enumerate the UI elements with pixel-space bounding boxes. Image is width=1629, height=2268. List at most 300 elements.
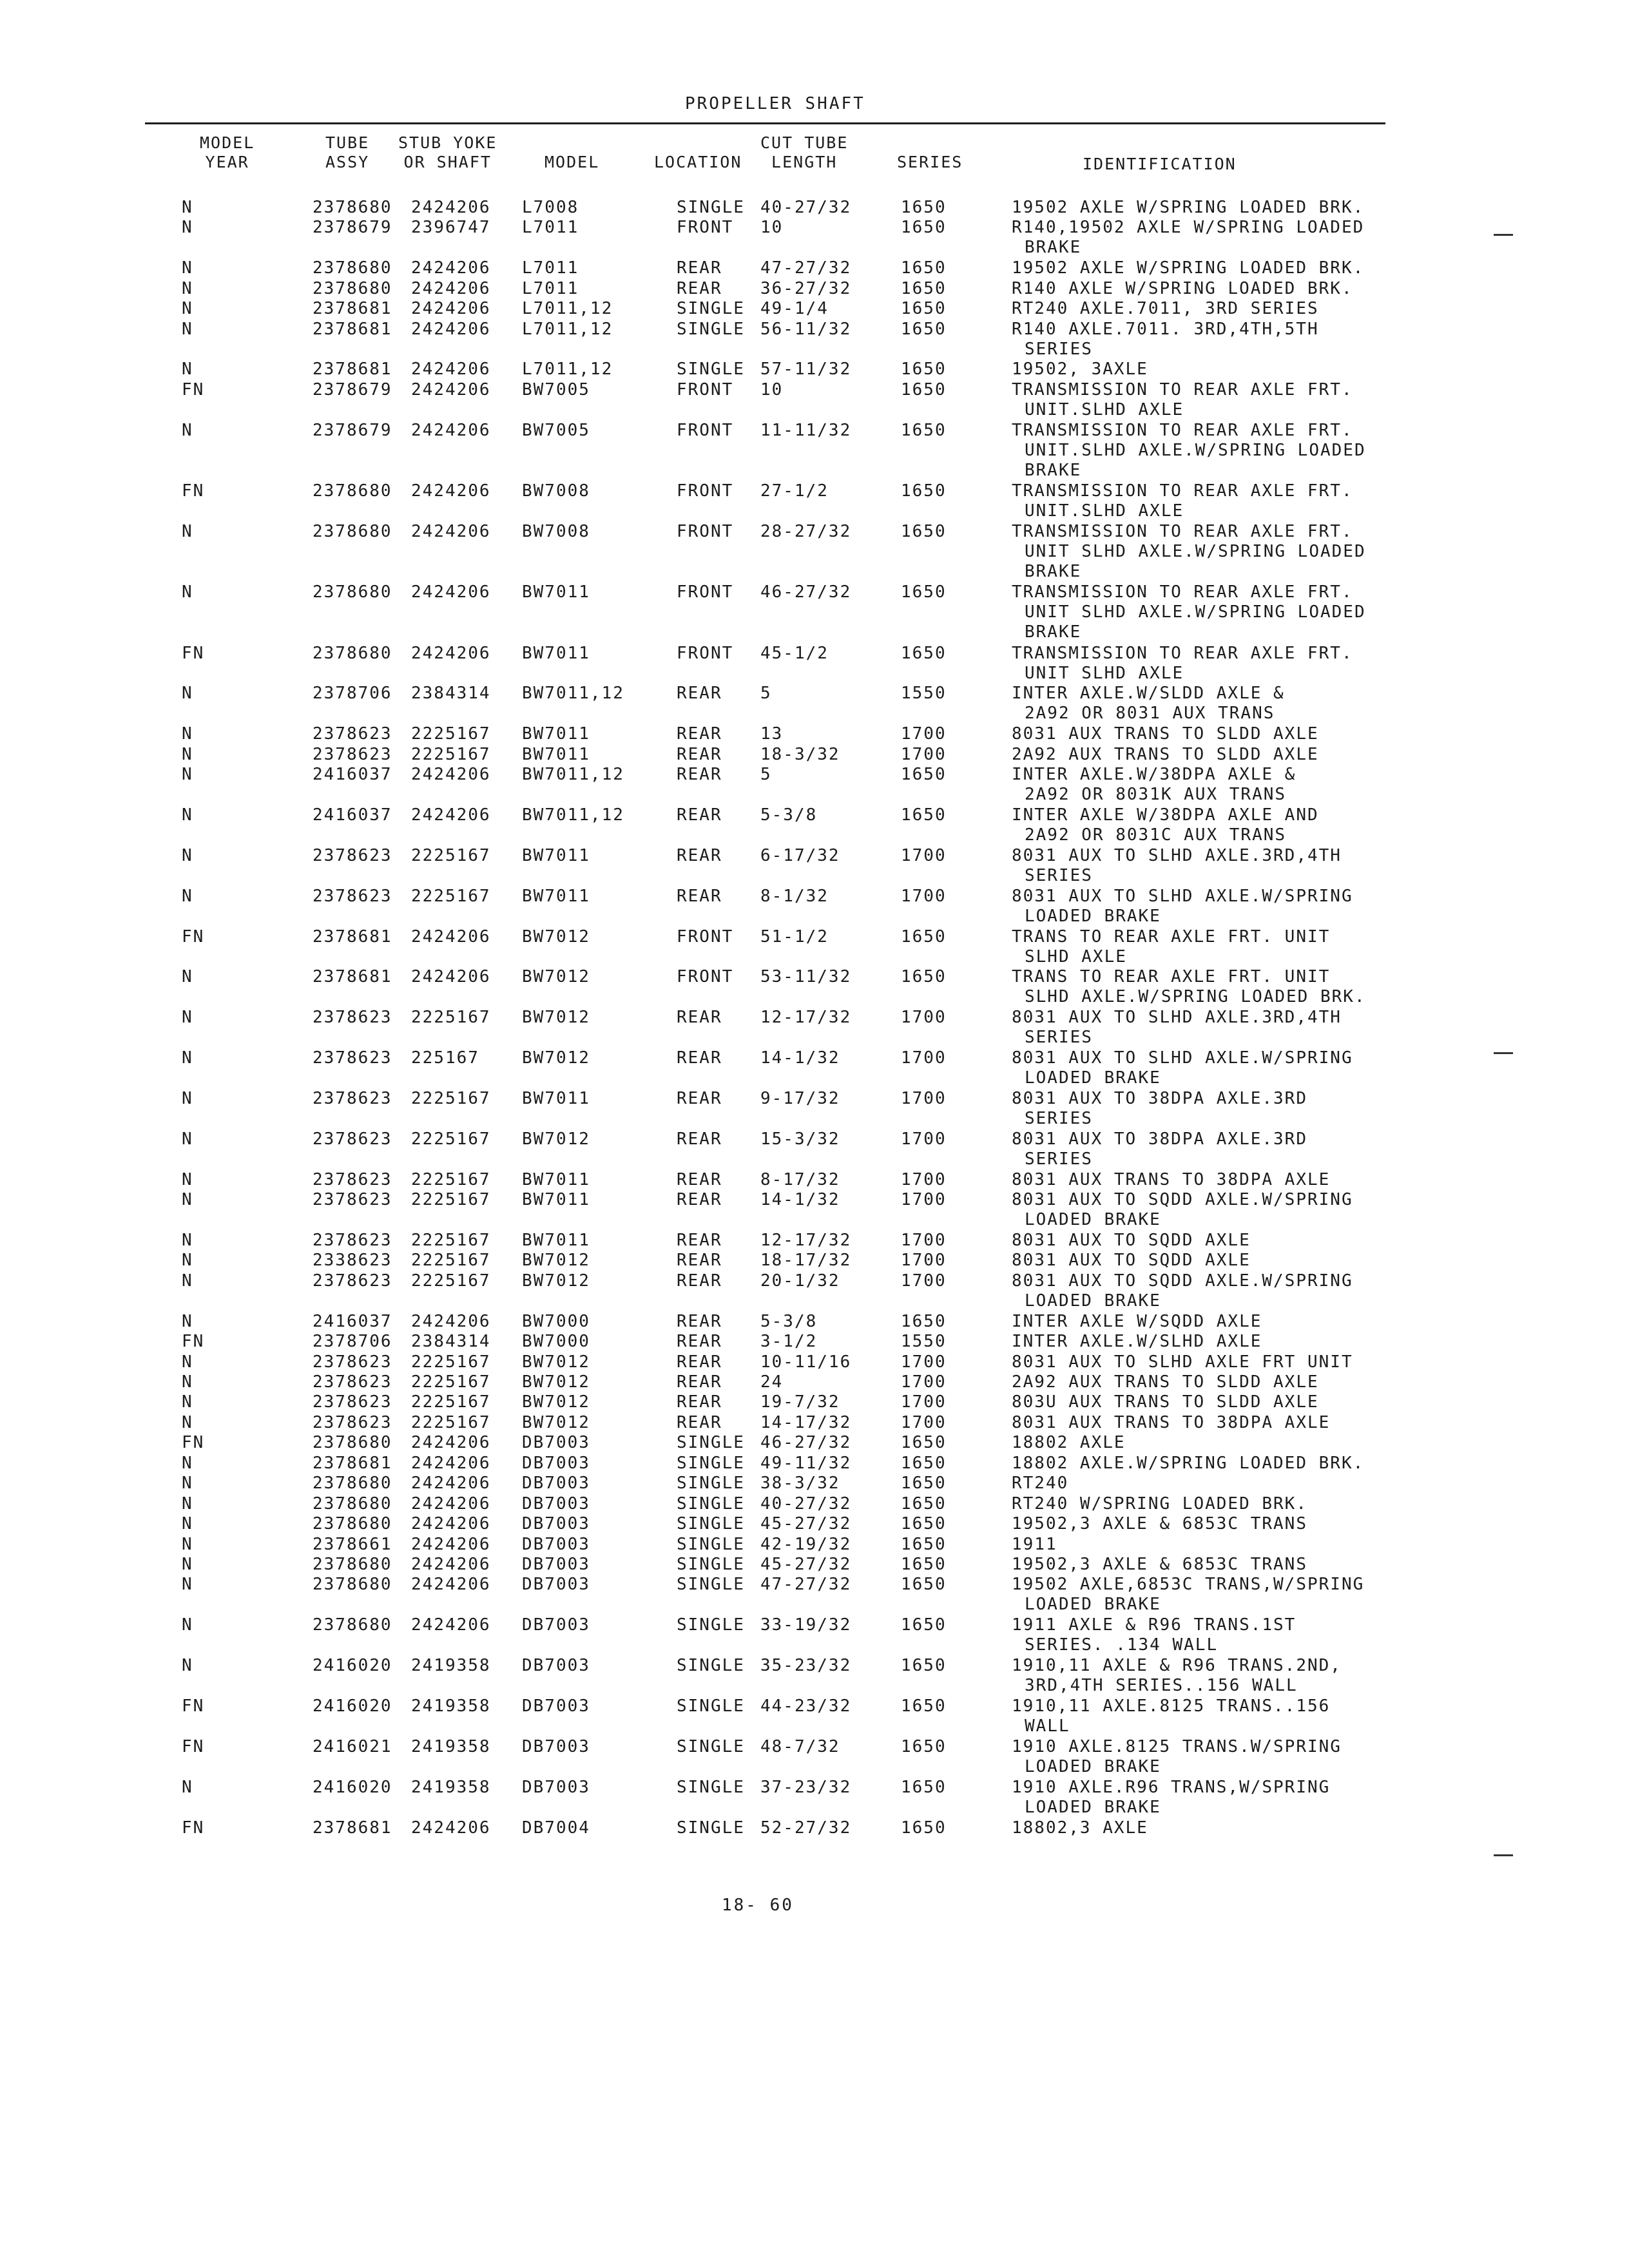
identification-line: TRANSMISSION TO REAR AXLE FRT. bbox=[1012, 521, 1353, 541]
cell-series: 1700 bbox=[901, 1129, 947, 1149]
cell-year: N bbox=[182, 218, 193, 238]
cell-len: 9-17/32 bbox=[760, 1089, 840, 1108]
cell-series: 1650 bbox=[901, 1575, 947, 1595]
cell-model: L7011,12 bbox=[522, 360, 613, 380]
identification-line: SERIES bbox=[1025, 339, 1093, 359]
cell-stub: 225167 bbox=[411, 1048, 479, 1068]
cell-tube: 2378680 bbox=[313, 198, 392, 217]
cell-tube: 2378623 bbox=[313, 1372, 392, 1392]
cell-year: N bbox=[182, 1534, 193, 1554]
cell-stub: 2424206 bbox=[411, 1575, 491, 1595]
col-header-location: LOCATION bbox=[654, 153, 742, 171]
margin-mark bbox=[1494, 1052, 1513, 1054]
cell-series: 1650 bbox=[901, 1474, 947, 1494]
cell-model: BW7008 bbox=[522, 521, 590, 541]
cell-tube: 2378680 bbox=[313, 258, 392, 278]
cell-model: BW7012 bbox=[522, 1008, 590, 1028]
cell-len: 13 bbox=[760, 724, 784, 744]
cell-series: 1650 bbox=[901, 805, 947, 825]
cell-model: BW7012 bbox=[522, 1372, 590, 1392]
cell-model: DB7003 bbox=[522, 1696, 590, 1716]
cell-stub: 2384314 bbox=[411, 1332, 491, 1352]
cell-series: 1650 bbox=[901, 198, 947, 217]
cell-len: 27-1/2 bbox=[760, 481, 829, 501]
cell-tube: 2338623 bbox=[313, 1251, 392, 1271]
cell-len: 19-7/32 bbox=[760, 1392, 840, 1412]
cell-series: 1700 bbox=[901, 1392, 947, 1412]
identification-line: 8031 AUX TRANS TO SLDD AXLE bbox=[1012, 724, 1319, 744]
cell-stub: 2424206 bbox=[411, 258, 491, 278]
cell-series: 1550 bbox=[901, 684, 947, 704]
cell-year: N bbox=[182, 765, 193, 785]
cell-series: 1700 bbox=[901, 1372, 947, 1392]
cell-identification bbox=[1012, 1190, 1353, 1230]
cell-model: BW7011 bbox=[522, 582, 590, 602]
cell-len: 48-7/32 bbox=[760, 1736, 840, 1756]
identification-line: 803U AUX TRANS TO SLDD AXLE bbox=[1012, 1392, 1319, 1412]
identification-line: INTER AXLE.W/38DPA AXLE & bbox=[1012, 765, 1296, 785]
cell-identification bbox=[1012, 1514, 1307, 1534]
identification-line: 19502 AXLE W/SPRING LOADED BRK. bbox=[1012, 258, 1365, 278]
cell-series: 1700 bbox=[901, 1190, 947, 1210]
cell-series: 1700 bbox=[901, 1271, 947, 1291]
identification-line: 2A92 OR 8031K AUX TRANS bbox=[1025, 785, 1287, 805]
cell-len: 40-27/32 bbox=[760, 1494, 852, 1514]
cell-identification bbox=[1012, 765, 1296, 805]
cell-stub: 2225167 bbox=[411, 1190, 491, 1210]
cell-loc: REAR bbox=[677, 684, 722, 704]
cell-series: 1650 bbox=[901, 1656, 947, 1676]
cell-tube: 2378680 bbox=[313, 278, 392, 298]
cell-len: 18-17/32 bbox=[760, 1251, 852, 1271]
cell-year: N bbox=[182, 886, 193, 906]
cell-tube: 2378680 bbox=[313, 1494, 392, 1514]
cell-tube: 2378680 bbox=[313, 1474, 392, 1494]
cell-model: BW7008 bbox=[522, 481, 590, 501]
cell-series: 1650 bbox=[901, 218, 947, 238]
cell-model: DB7003 bbox=[522, 1494, 590, 1514]
cell-year: N bbox=[182, 278, 193, 298]
cell-len: 8-17/32 bbox=[760, 1169, 840, 1189]
identification-line: LOADED BRAKE bbox=[1025, 1595, 1161, 1615]
cell-stub: 2419358 bbox=[411, 1736, 491, 1756]
cell-loc: REAR bbox=[677, 1311, 722, 1331]
cell-stub: 2424206 bbox=[411, 420, 491, 440]
cell-loc: REAR bbox=[677, 1129, 722, 1149]
cell-series: 1650 bbox=[901, 299, 947, 319]
identification-line: RT240 bbox=[1012, 1474, 1069, 1494]
identification-line: LOADED BRAKE bbox=[1025, 1797, 1161, 1817]
cell-loc: REAR bbox=[677, 1412, 722, 1432]
cell-stub: 2424206 bbox=[411, 481, 491, 501]
identification-line: BRAKE bbox=[1025, 561, 1082, 581]
cell-tube: 2378661 bbox=[313, 1534, 392, 1554]
cell-series: 1650 bbox=[901, 1494, 947, 1514]
identification-line: BRAKE bbox=[1025, 622, 1082, 642]
cell-stub: 2424206 bbox=[411, 360, 491, 380]
col-header-model-year: MODEL YEAR bbox=[200, 133, 255, 171]
cell-tube: 2378623 bbox=[313, 1048, 392, 1068]
identification-line: 18802 AXLE bbox=[1012, 1433, 1126, 1453]
cell-len: 51-1/2 bbox=[760, 927, 829, 947]
cell-loc: REAR bbox=[677, 1251, 722, 1271]
cell-identification bbox=[1012, 1696, 1330, 1736]
cell-len: 35-23/32 bbox=[760, 1656, 852, 1676]
cell-series: 1700 bbox=[901, 1048, 947, 1068]
cell-year: N bbox=[182, 1777, 193, 1797]
cell-len: 46-27/32 bbox=[760, 1433, 852, 1453]
cell-stub: 2424206 bbox=[411, 1534, 491, 1554]
cell-stub: 2424206 bbox=[411, 805, 491, 825]
cell-identification bbox=[1012, 258, 1364, 278]
cell-tube: 2378679 bbox=[313, 380, 392, 399]
cell-stub: 2384314 bbox=[411, 684, 491, 704]
cell-len: 56-11/32 bbox=[760, 319, 852, 339]
cell-loc: SINGLE bbox=[677, 1453, 745, 1473]
identification-line: UNIT.SLHD AXLE.W/SPRING LOADED bbox=[1025, 440, 1366, 460]
cell-model: BW7012 bbox=[522, 1129, 590, 1149]
cell-identification bbox=[1012, 1129, 1307, 1169]
cell-identification bbox=[1012, 1575, 1364, 1615]
cell-identification bbox=[1012, 724, 1319, 744]
cell-series: 1700 bbox=[901, 1412, 947, 1432]
cell-len: 52-27/32 bbox=[760, 1818, 852, 1838]
cell-len: 5-3/8 bbox=[760, 805, 818, 825]
cell-model: BW7011 bbox=[522, 1190, 590, 1210]
cell-stub: 2396747 bbox=[411, 218, 491, 238]
identification-line: TRANSMISSION TO REAR AXLE FRT. bbox=[1012, 481, 1353, 501]
cell-stub: 2424206 bbox=[411, 299, 491, 319]
identification-line: UNIT SLHD AXLE bbox=[1025, 663, 1184, 683]
cell-series: 1650 bbox=[901, 1615, 947, 1635]
identification-line: 8031 AUX TRANS TO 38DPA AXLE bbox=[1012, 1412, 1331, 1432]
cell-identification bbox=[1012, 198, 1364, 218]
cell-stub: 2424206 bbox=[411, 582, 491, 602]
header-rule bbox=[145, 122, 1385, 124]
cell-model: BW7011 bbox=[522, 643, 590, 663]
cell-year: N bbox=[182, 420, 193, 440]
cell-stub: 2424206 bbox=[411, 198, 491, 217]
cell-tube: 2378623 bbox=[313, 724, 392, 744]
cell-year: N bbox=[182, 1352, 193, 1372]
identification-line: TRANSMISSION TO REAR AXLE FRT. bbox=[1012, 582, 1353, 602]
cell-series: 1650 bbox=[901, 765, 947, 785]
cell-year: N bbox=[182, 1372, 193, 1392]
cell-loc: SINGLE bbox=[677, 1615, 745, 1635]
cell-len: 47-27/32 bbox=[760, 258, 852, 278]
cell-series: 1650 bbox=[901, 1554, 947, 1574]
cell-stub: 2225167 bbox=[411, 1372, 491, 1392]
cell-year: N bbox=[182, 1514, 193, 1534]
cell-identification bbox=[1012, 846, 1342, 886]
cell-model: BW7012 bbox=[522, 1251, 590, 1271]
identification-line: R140 AXLE W/SPRING LOADED BRK. bbox=[1012, 278, 1353, 298]
identification-line: SLHD AXLE.W/SPRING LOADED BRK. bbox=[1025, 987, 1366, 1007]
cell-identification bbox=[1012, 320, 1319, 360]
cell-identification bbox=[1012, 1494, 1307, 1514]
identification-line: 19502 AXLE,6853C TRANS,W/SPRING bbox=[1012, 1575, 1365, 1595]
col-header-stub-yoke: STUB YOKE OR SHAFT bbox=[398, 133, 497, 171]
cell-identification bbox=[1012, 805, 1319, 845]
cell-loc: REAR bbox=[677, 1231, 722, 1251]
cell-len: 45-1/2 bbox=[760, 643, 829, 663]
cell-model: BW7011 bbox=[522, 744, 590, 764]
cell-len: 40-27/32 bbox=[760, 198, 852, 217]
identification-line: 1910,11 AXLE & R96 TRANS.2ND, bbox=[1012, 1656, 1342, 1676]
cell-tube: 2378681 bbox=[313, 319, 392, 339]
cell-model: BW7011 bbox=[522, 1231, 590, 1251]
cell-identification bbox=[1012, 1656, 1342, 1696]
cell-tube: 2378623 bbox=[313, 1231, 392, 1251]
cell-identification bbox=[1012, 299, 1319, 319]
cell-model: BW7005 bbox=[522, 380, 590, 399]
cell-tube: 2378680 bbox=[313, 1514, 392, 1534]
cell-loc: REAR bbox=[677, 1190, 722, 1210]
cell-tube: 2378623 bbox=[313, 1008, 392, 1028]
cell-identification bbox=[1012, 1231, 1251, 1251]
col-header-model: MODEL bbox=[545, 153, 600, 171]
cell-series: 1650 bbox=[901, 481, 947, 501]
cell-stub: 2424206 bbox=[411, 1474, 491, 1494]
cell-series: 1650 bbox=[901, 521, 947, 541]
cell-year: FN bbox=[182, 1332, 205, 1352]
identification-line: 1910 AXLE.R96 TRANS,W/SPRING bbox=[1012, 1777, 1331, 1797]
cell-model: BW7011 bbox=[522, 1089, 590, 1108]
cell-loc: REAR bbox=[677, 1089, 722, 1108]
identification-line: 8031 AUX TRANS TO 38DPA AXLE bbox=[1012, 1169, 1331, 1189]
cell-identification bbox=[1012, 644, 1353, 684]
cell-identification bbox=[1012, 421, 1366, 481]
cell-year: N bbox=[182, 1089, 193, 1108]
cell-loc: REAR bbox=[677, 1271, 722, 1291]
cell-year: N bbox=[182, 1554, 193, 1574]
identification-line: 1910 AXLE.8125 TRANS.W/SPRING bbox=[1012, 1736, 1342, 1756]
identification-line: SERIES bbox=[1025, 865, 1093, 885]
identification-line: INTER AXLE W/SQDD AXLE bbox=[1012, 1311, 1262, 1331]
cell-tube: 2416020 bbox=[313, 1777, 392, 1797]
cell-series: 1650 bbox=[901, 1777, 947, 1797]
cell-loc: REAR bbox=[677, 805, 722, 825]
cell-identification bbox=[1012, 1312, 1262, 1332]
cell-series: 1650 bbox=[901, 1514, 947, 1534]
identification-line: LOADED BRAKE bbox=[1025, 1210, 1161, 1230]
cell-model: BW7011,12 bbox=[522, 765, 624, 785]
cell-tube: 2378679 bbox=[313, 420, 392, 440]
cell-year: N bbox=[182, 845, 193, 865]
cell-len: 5-3/8 bbox=[760, 1311, 818, 1331]
cell-tube: 2378680 bbox=[313, 1575, 392, 1595]
cell-series: 1650 bbox=[901, 278, 947, 298]
identification-line: 8031 AUX TO SLHD AXLE.3RD,4TH bbox=[1012, 1008, 1342, 1028]
cell-identification bbox=[1012, 360, 1148, 380]
identification-line: 8031 AUX TO 38DPA AXLE.3RD bbox=[1012, 1129, 1307, 1149]
cell-series: 1650 bbox=[901, 1696, 947, 1716]
cell-model: BW7011,12 bbox=[522, 684, 624, 704]
identification-line: INTER AXLE W/38DPA AXLE AND bbox=[1012, 805, 1319, 825]
cell-tube: 2378623 bbox=[313, 1352, 392, 1372]
cell-stub: 2424206 bbox=[411, 1433, 491, 1453]
cell-series: 1650 bbox=[901, 1736, 947, 1756]
cell-tube: 2378706 bbox=[313, 1332, 392, 1352]
cell-loc: REAR bbox=[677, 765, 722, 785]
identification-line: 8031 AUX TO SLHD AXLE.3RD,4TH bbox=[1012, 845, 1342, 865]
identification-line: 18802,3 AXLE bbox=[1012, 1818, 1148, 1838]
cell-loc: FRONT bbox=[677, 927, 734, 947]
cell-model: L7008 bbox=[522, 198, 579, 217]
cell-year: FN bbox=[182, 927, 205, 947]
cell-tube: 2378623 bbox=[313, 1412, 392, 1432]
cell-model: BW7012 bbox=[522, 1271, 590, 1291]
cell-tube: 2378623 bbox=[313, 1169, 392, 1189]
cell-identification bbox=[1012, 481, 1353, 521]
cell-model: BW7012 bbox=[522, 1048, 590, 1068]
cell-tube: 2378623 bbox=[313, 886, 392, 906]
cell-loc: REAR bbox=[677, 1008, 722, 1028]
cell-tube: 2378681 bbox=[313, 1453, 392, 1473]
cell-stub: 2225167 bbox=[411, 886, 491, 906]
identification-line: R140 AXLE.7011. 3RD,4TH,5TH bbox=[1012, 319, 1319, 339]
cell-model: BW7011 bbox=[522, 724, 590, 744]
cell-tube: 2378623 bbox=[313, 845, 392, 865]
cell-series: 1650 bbox=[901, 319, 947, 339]
cell-stub: 2225167 bbox=[411, 1129, 491, 1149]
identification-line: 8031 AUX TO SQDD AXLE bbox=[1012, 1231, 1251, 1251]
cell-year: N bbox=[182, 1412, 193, 1432]
identification-line: 8031 AUX TO SQDD AXLE.W/SPRING bbox=[1012, 1271, 1353, 1291]
cell-identification bbox=[1012, 1413, 1330, 1433]
identification-line: TRANSMISSION TO REAR AXLE FRT. bbox=[1012, 643, 1353, 663]
identification-line: SLHD AXLE bbox=[1025, 947, 1127, 966]
cell-len: 12-17/32 bbox=[760, 1008, 852, 1028]
cell-model: DB7003 bbox=[522, 1615, 590, 1635]
cell-tube: 2416037 bbox=[313, 765, 392, 785]
cell-model: L7011 bbox=[522, 278, 579, 298]
cell-stub: 2424206 bbox=[411, 765, 491, 785]
cell-len: 53-11/32 bbox=[760, 967, 852, 987]
cell-stub: 2225167 bbox=[411, 1412, 491, 1432]
cell-len: 12-17/32 bbox=[760, 1231, 852, 1251]
cell-identification bbox=[1012, 1251, 1251, 1271]
cell-stub: 2424206 bbox=[411, 1514, 491, 1534]
cell-year: N bbox=[182, 1392, 193, 1412]
cell-identification bbox=[1012, 279, 1353, 299]
cell-series: 1650 bbox=[901, 420, 947, 440]
cell-identification bbox=[1012, 522, 1366, 582]
cell-stub: 2419358 bbox=[411, 1656, 491, 1676]
identification-line: TRANSMISSION TO REAR AXLE FRT. bbox=[1012, 380, 1353, 399]
cell-loc: REAR bbox=[677, 1392, 722, 1412]
identification-line: BRAKE bbox=[1025, 238, 1082, 258]
identification-line: 8031 AUX TO SLHD AXLE.W/SPRING bbox=[1012, 886, 1353, 906]
cell-year: FN bbox=[182, 1696, 205, 1716]
cell-series: 1700 bbox=[901, 845, 947, 865]
cell-year: N bbox=[182, 1474, 193, 1494]
cell-stub: 2225167 bbox=[411, 1231, 491, 1251]
identification-line: 1911 bbox=[1012, 1534, 1057, 1554]
cell-loc: REAR bbox=[677, 278, 722, 298]
cell-stub: 2225167 bbox=[411, 1352, 491, 1372]
cell-tube: 2378623 bbox=[313, 1271, 392, 1291]
cell-model: DB7003 bbox=[522, 1777, 590, 1797]
cell-year: N bbox=[182, 744, 193, 764]
cell-series: 1650 bbox=[901, 1453, 947, 1473]
cell-len: 24 bbox=[760, 1372, 784, 1392]
cell-model: DB7003 bbox=[522, 1736, 590, 1756]
cell-model: L7011 bbox=[522, 218, 579, 238]
cell-loc: SINGLE bbox=[677, 1474, 745, 1494]
cell-year: N bbox=[182, 1231, 193, 1251]
cell-tube: 2416037 bbox=[313, 805, 392, 825]
cell-stub: 2225167 bbox=[411, 1271, 491, 1291]
cell-loc: SINGLE bbox=[677, 299, 745, 319]
cell-model: BW7011,12 bbox=[522, 805, 624, 825]
cell-loc: FRONT bbox=[677, 582, 734, 602]
cell-len: 42-19/32 bbox=[760, 1534, 852, 1554]
cell-year: FN bbox=[182, 643, 205, 663]
cell-year: N bbox=[182, 1575, 193, 1595]
identification-line: UNIT.SLHD AXLE bbox=[1025, 501, 1184, 521]
cell-model: DB7003 bbox=[522, 1554, 590, 1574]
cell-loc: FRONT bbox=[677, 380, 734, 399]
identification-line: 8031 AUX TO 38DPA AXLE.3RD bbox=[1012, 1089, 1307, 1108]
cell-loc: SINGLE bbox=[677, 1534, 745, 1554]
identification-line: INTER AXLE.W/SLDD AXLE & bbox=[1012, 684, 1285, 704]
identification-line: SERIES bbox=[1025, 1028, 1093, 1048]
identification-line: SERIES bbox=[1025, 1109, 1093, 1128]
cell-identification bbox=[1012, 1535, 1057, 1555]
cell-model: BW7000 bbox=[522, 1332, 590, 1352]
cell-tube: 2378623 bbox=[313, 1392, 392, 1412]
cell-series: 1700 bbox=[901, 1008, 947, 1028]
cell-identification bbox=[1012, 1615, 1296, 1655]
cell-tube: 2378623 bbox=[313, 1089, 392, 1108]
cell-tube: 2416020 bbox=[313, 1656, 392, 1676]
cell-model: DB7003 bbox=[522, 1534, 590, 1554]
cell-series: 1650 bbox=[901, 258, 947, 278]
cell-series: 1650 bbox=[901, 927, 947, 947]
cell-model: BW7012 bbox=[522, 1412, 590, 1432]
cell-tube: 2378680 bbox=[313, 481, 392, 501]
identification-line: UNIT SLHD AXLE.W/SPRING LOADED bbox=[1025, 541, 1366, 561]
cell-year: FN bbox=[182, 1736, 205, 1756]
cell-len: 38-3/32 bbox=[760, 1474, 840, 1494]
cell-stub: 2225167 bbox=[411, 744, 491, 764]
cell-model: DB7003 bbox=[522, 1474, 590, 1494]
identification-line: UNIT.SLHD AXLE bbox=[1025, 399, 1184, 419]
identification-line: 2A92 AUX TRANS TO SLDD AXLE bbox=[1012, 1372, 1319, 1392]
cell-year: N bbox=[182, 1048, 193, 1068]
cell-model: L7011,12 bbox=[522, 319, 613, 339]
cell-series: 1650 bbox=[901, 1818, 947, 1838]
cell-stub: 2225167 bbox=[411, 724, 491, 744]
cell-loc: REAR bbox=[677, 1332, 722, 1352]
cell-identification bbox=[1012, 1818, 1148, 1838]
cell-year: N bbox=[182, 805, 193, 825]
cell-identification bbox=[1012, 927, 1330, 967]
identification-line: SERIES bbox=[1025, 1149, 1093, 1169]
cell-series: 1700 bbox=[901, 1231, 947, 1251]
cell-loc: SINGLE bbox=[677, 1777, 745, 1797]
cell-tube: 2378681 bbox=[313, 967, 392, 987]
cell-model: BW7012 bbox=[522, 967, 590, 987]
cell-loc: SINGLE bbox=[677, 1575, 745, 1595]
cell-tube: 2378680 bbox=[313, 643, 392, 663]
cell-len: 18-3/32 bbox=[760, 744, 840, 764]
cell-series: 1650 bbox=[901, 1311, 947, 1331]
cell-model: DB7004 bbox=[522, 1818, 590, 1838]
cell-year: N bbox=[182, 582, 193, 602]
margin-mark bbox=[1494, 234, 1513, 236]
